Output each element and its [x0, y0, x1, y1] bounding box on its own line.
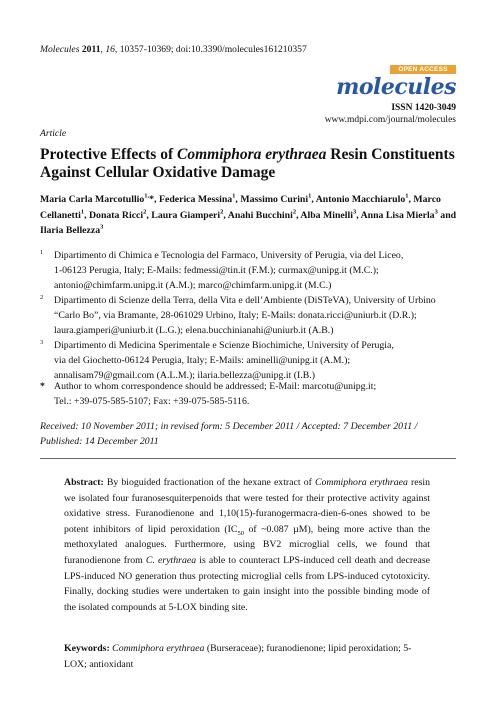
author-name: Anna Lisa Mierla	[360, 209, 435, 221]
citation-year: 2011	[81, 44, 101, 55]
keywords: Keywords: Commiphora erythraea (Burseraceae); furanodienone; lipid peroxidation; 5-LOX; antioxidant	[64, 643, 412, 670]
author-affiliation-mark: 3	[100, 223, 104, 231]
author-separator: ,	[84, 209, 89, 221]
affiliation-1: 1 Dipartimento di Chimica e Tecnologia del Farmaco, University of Perugia, via del Liceo, 1-06123 Perugia, Italy; E-Mails: fedmessi@tin.it (F.M.); curmax@unipg.it (M.C.); antonio@chimfarm.unipg.it (A.M.); marco@chimfarm.unipg.it (M.C.)	[40, 249, 404, 291]
author-affiliation-mark: 1,	[144, 192, 150, 200]
author-list	[40, 192, 460, 239]
author-name: Massimo Curini	[240, 194, 309, 205]
author-affiliation-mark: 3	[352, 208, 357, 216]
citation-journal: Molecules	[40, 44, 80, 55]
citation-volume: 16	[105, 44, 115, 55]
issn: ISSN 1420-3049	[391, 103, 456, 113]
author-affiliation-mark: 2	[220, 208, 224, 216]
author-separator: ,	[154, 194, 159, 205]
affiliation-2: 2 Dipartimento di Scienze della Terra, della Vita e dell’Ambiente (DiSTeVA), University of Urbino “Carlo Bo”, via Bramante, 28-061029 Urbino, Italy; E-Mails: donata.ricci@uniurb.it (D.R.); laura.giamperi@uniurb.it (L.G.); elena.bucchinianahi@uniurb.it (A.B.)	[40, 294, 436, 336]
abstract-label: Abstract:	[64, 477, 104, 488]
correspondence-note: * Author to whom correspondence should be addressed; E-Mail: marcotu@unipg.it; Tel.: +39-075-585-5107; Fax: +39-075-585-5116.	[40, 381, 377, 407]
author-separator: ,	[408, 194, 414, 205]
author-name: Marco Cellanetti	[40, 194, 441, 221]
author-separator: ,	[356, 209, 361, 221]
divider	[40, 458, 456, 459]
journal-url[interactable]: www.mdpi.com/journal/molecules	[324, 115, 456, 125]
abstract: Abstract: By bioguided fractionation of the hexane extract of Commiphora erythraea resin we isolated four furanosesquiterpenoids that were tested for their protective activity against oxidative stress. Furanodienone and 1,10(15)-furanogermacra-dien-6-ones showed to be potent inhibitors of lipid peroxidation ($IC_{50}$ of ~0.087 µM), being more active than the methoxylated analogues. Furthermore, using BV2 microglial cells, we found that furanodienone from C. erythraea is able to counteract LPS-induced cell death and decrease LPS-induced NO generation thus protecting microglial cells from LPS-induced cytotoxicity. Finally, docking studies were undertaken to gain insight into the possible binding mode of the isolated compounds at 5-LOX binding site.	[64, 477, 431, 613]
article-type: Article	[40, 128, 67, 139]
journal-logo: molecules	[336, 74, 456, 100]
author-name: Maria Carla Marcotullio	[40, 194, 145, 205]
corresponding-star: *	[149, 194, 155, 205]
author-affiliation-mark: 2	[292, 208, 297, 216]
author-affiliation-mark: 3	[434, 208, 438, 216]
title-species: Commiphora erythraea	[177, 146, 327, 163]
citation-line: Molecules 2011, 16, 10357-10369; doi:10.3390/molecules161210357	[40, 44, 307, 55]
author-separator: ,	[311, 194, 316, 205]
author-separator: ,	[235, 194, 241, 205]
citation-rest: , 10357-10369; doi:10.3390/molecules161210357	[114, 44, 307, 55]
author-name: Anahi Bucchini	[227, 209, 293, 221]
author-name: Antonio Macchiarulo	[315, 194, 406, 205]
author-name: Ilaria Bellezza	[40, 225, 101, 236]
paper-title: Protective Effects of Commiphora erythraea Resin Constituents Against Cellular Oxidative Damage	[40, 146, 455, 181]
author-affiliation-mark: 1	[80, 208, 85, 216]
author-name: Laura Giamperi	[151, 209, 221, 221]
keywords-label: Keywords:	[64, 643, 110, 654]
author-separator: and	[437, 209, 457, 221]
affiliation-3: 3 Dipartimento di Medicina Sperimentale e Scienze Biochimiche, University of Perugia, via del Giochetto-06124 Perugia, Italy; E-Mails: aminelli@unipg.it (A.M.); annalisam79@gmail.com (A.L.M.); ilaria.bellezza@unipg.it (I.B.)	[40, 339, 394, 381]
author-affiliation-mark: 1	[308, 192, 312, 200]
author-affiliation-mark: 2	[143, 208, 147, 216]
author-affiliation-mark: 1	[232, 192, 236, 200]
author-name: Donata Ricci	[88, 209, 144, 221]
publication-dates: Received: 10 November 2011; in revised form: 5 December 2011 / Accepted: 7 December 2011 / Published: 14 December 2011	[40, 421, 418, 447]
author-name: Alba Minelli	[300, 209, 353, 221]
open-access-badge: OPEN ACCESS	[390, 65, 456, 74]
author-affiliation-mark: 1	[405, 192, 409, 200]
author-separator: ,	[296, 209, 301, 221]
author-name: Federica Messina	[158, 194, 233, 205]
author-separator: ,	[146, 209, 152, 221]
author-separator: ,	[223, 209, 228, 221]
